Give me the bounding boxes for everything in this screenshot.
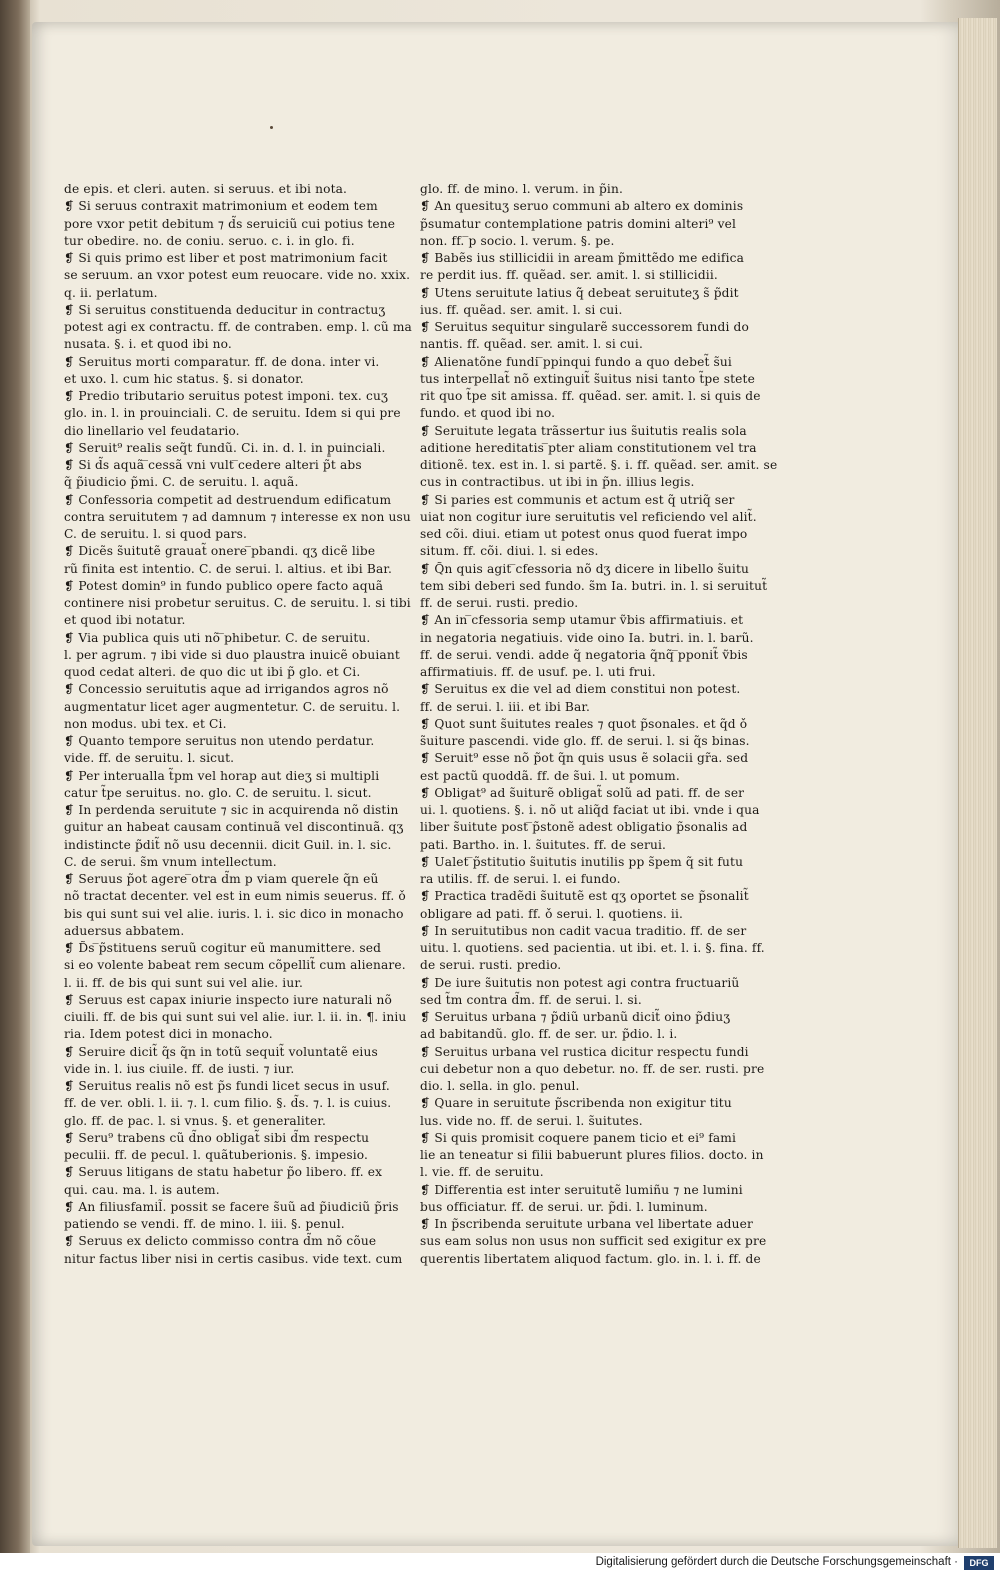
text-line: ❡ Si seruus contraxit matrimonium et eodem tem xyxy=(64,199,378,214)
text-line: ad babitandũ. glo. ff. de ser. ur. p̃dio. l. i. xyxy=(420,1027,678,1042)
text-line: ❡ Per interualla t̃pm vel horap aut dieʒ si multipli xyxy=(64,768,380,783)
text-line: ❡ Quot sunt s̃uitutes reales ⁊ quot p̃sonales. et q̃d ǒ xyxy=(420,716,748,731)
text-line: situm. ff. cõi. diui. l. si edes. xyxy=(420,544,599,559)
text-line: catur t̃pe seruitus. no. glo. C. de seruitu. l. sicut. xyxy=(64,785,372,800)
right-text-column xyxy=(420,181,778,1268)
text-line: ❡ An filiusfamil̃. possit se facere s̃uũ ad p̃iudiciũ p̃ris xyxy=(64,1199,399,1214)
text-line: l. vie. ff. de seruitu. xyxy=(420,1165,544,1180)
text-line: non modus. ubi tex. et Ci. xyxy=(64,716,227,731)
text-line: ❡ Confessoria competit ad destruendum edificatum xyxy=(64,492,392,507)
funding-credit: Digitalisierung gefördert durch die Deutsche Forschungsgemeinschaft · xyxy=(595,1556,958,1568)
text-line: sed t̃m contra d̃m. ff. de serui. l. si. xyxy=(420,992,642,1007)
text-line: obligare ad pati. ff. ǒ serui. l. quotiens. ii. xyxy=(420,906,684,921)
text-line: continere nisi probetur seruitus. C. de seruitu. l. si tibi xyxy=(64,596,411,610)
text-line: dio. l. sella. in glo. penul. xyxy=(420,1079,580,1093)
text-line: s̃uiture pascendi. vide glo. ff. de serui. l. si q̃s binas. xyxy=(420,734,750,748)
text-line: patiendo se vendi. ff. de mino. l. iii. §. penul. xyxy=(64,1217,345,1231)
dfg-logo: DFG xyxy=(964,1556,994,1570)
ink-speck xyxy=(270,126,273,129)
text-line: bis qui sunt sui vel alie. iuris. l. i. sic dico in monacho xyxy=(64,906,404,921)
text-line: querentis libertatem aliquod factum. glo. in. l. i. ff. de xyxy=(420,1251,761,1266)
text-line: ❡ In seruitutibus non cadit vacua traditio. ff. de ser xyxy=(420,923,747,938)
text-line: C. de seruitu. l. si quod pars. xyxy=(64,527,248,541)
text-line: ❡ Si d̃s aquã ̅cessã vni vult ̅cedere alteri p̃t abs xyxy=(64,458,362,472)
text-line: aditione hereditatis ̅pter aliam constitutionem vel tra xyxy=(420,440,757,455)
text-line: ditionẽ. tex. est in. l. si partẽ. §. i. ff. quẽad. ser. amit. se xyxy=(420,458,778,472)
digitization-footer xyxy=(0,1553,1000,1574)
text-line: se seruum. an vxor potest eum reuocare. vide no. xxix. xyxy=(64,268,411,283)
text-line: peculii. ff. de pecul. l. quãtuberionis. §. impesio. xyxy=(64,1148,369,1162)
text-line: ❡ Seruitus morti comparatur. ff. de dona. inter vi. xyxy=(64,354,380,369)
text-line: de epis. et cleri. auten. si seruus. et ibi nota. xyxy=(64,182,348,196)
text-line: ff. de ver. obli. l. ii. ⁊. l. cum filio. §. d̃s. ⁊. l. is cuius. xyxy=(64,1096,392,1111)
text-line: tem sibi deberi sed fundo. s̃m Ia. butri. in. l. si seruitut̃ xyxy=(420,578,768,593)
text-line: q̃ p̃iudicio p̃mi. C. de seruitu. l. aquã. xyxy=(64,475,299,490)
text-line: ❡ Quanto tempore seruitus non utendo perdatur. xyxy=(64,734,375,748)
text-line: ❡ Predio tributario seruitus potest imponi. tex. cuʒ xyxy=(64,389,388,403)
text-line: dio linellario vel feudatario. xyxy=(64,423,240,438)
text-line: ❡ Concessio seruitutis aque ad irrigandos agros nõ xyxy=(64,682,389,697)
text-line: potest agi ex contractu. ff. de contraben. emp. l. cũ ma xyxy=(64,320,412,334)
text-line: nantis. ff. quẽad. ser. amit. l. si cui. xyxy=(420,337,643,352)
text-line: ❡ In perdenda seruitute ⁊ sic in acquirenda nõ distin xyxy=(64,803,399,817)
text-line: ff. de serui. vendi. adde q̃ negatoria q̃nq̃ ̅pponit̃ ṽbis xyxy=(420,647,748,662)
text-line: tur obedire. no. de coniu. seruo. c. i. in glo. fi. xyxy=(64,233,355,248)
text-line: lus. vide no. ff. de serui. l. s̃uitutes. xyxy=(420,1113,643,1128)
text-line: ❡ Seruitus urbana vel rustica dicitur respectu fundi xyxy=(420,1044,749,1059)
text-line: glo. ff. de mino. l. verum. in p̃in. xyxy=(420,182,623,196)
text-line: sus eam solus non usus non sufficit sed exigitur ex pre xyxy=(420,1234,767,1249)
text-line: nõ tractat decenter. vel est in eum nimis seuerus. ff. ǒ xyxy=(64,889,406,904)
text-line: ❡ Seruire dicit̃ q̃s q̃n in totũ sequit̃ voluntatẽ eius xyxy=(64,1044,378,1059)
text-line: quod cedat alteri. de quo dic ut ibi p̃ glo. et Ci. xyxy=(64,665,361,679)
text-line: pati. Bartho. in. l. s̃uitutes. ff. de serui. xyxy=(420,837,667,852)
text-line: ❡ An in ̅cfessoria semp utamur ṽbis affirmatiuis. et xyxy=(420,613,744,628)
text-line: glo. ff. de pac. l. si vnus. §. et generaliter. xyxy=(64,1113,327,1128)
text-line: p̃sumatur contemplatione patris domini alteri⁹ vel xyxy=(420,216,737,231)
text-line: ❡ De iure s̃uitutis non potest agi contra fructuariũ xyxy=(420,975,740,990)
text-line: indistincte p̃dit̃ nõ usu decennii. dicit Guil. in. l. sic. xyxy=(64,837,392,852)
text-line: de serui. rusti. predio. xyxy=(420,958,562,973)
text-line: ❡ Differentia est inter seruitutẽ lumiñu ⁊ ne lumini xyxy=(420,1182,743,1197)
text-line: ❡ Seruit⁹ realis seq̃t fundũ. Ci. in. d. l. in p̱uinciali. xyxy=(64,440,386,455)
text-line: nitur factus liber nisi in certis casibus. vide text. cum xyxy=(64,1251,403,1266)
text-line: ❡ Seruitus urbana ⁊ p̃diũ urbanũ dicit̃ oino p̃diuʒ xyxy=(420,1010,731,1024)
text-line: uiat non cogitur iure seruitutis vel reficiendo vel alit̃. xyxy=(420,509,757,524)
text-line: ❡ Utens seruitute latius q̃̃ debeat seruituteʒ s̃ p̃dit xyxy=(420,285,739,300)
text-line: cui debetur non a quo debetur. no. ff. de ser. rusti. pre xyxy=(420,1061,765,1076)
text-line: tus interpellat̃ nõ extinguit̃ s̃uitus nisi tanto t̃pe stete xyxy=(420,371,755,386)
text-line: rũ finita est intentio. C. de serui. l. altius. et ibi Bar. xyxy=(64,561,393,576)
text-line: nusata. §. i. et quod ibi no. xyxy=(64,337,232,352)
left-text-column xyxy=(64,181,412,1268)
text-line: ❡ Seruus p̃ot agere ̅otra d̃m p viam querele q̃n eũ xyxy=(64,872,379,886)
text-line: ciuili. ff. de bis qui sunt sui vel alie. iur. l. ii. in. ¶. iniu xyxy=(64,1010,407,1024)
text-line: l. per agrum. ⁊ ibi vide si duo plaustra inuicẽ obuiant xyxy=(64,647,400,662)
text-line: affirmatiuis. ff. de usuf. pe. l. uti frui. xyxy=(420,665,656,679)
text-line: ius. ff. quẽad. ser. amit. l. si cui. xyxy=(420,302,623,317)
text-line: ❡ Alienatõne fundi ̅ppinqui fundo a quo debet̃ s̃ui xyxy=(420,354,732,369)
text-line: glo. in. l. in prouinciali. C. de seruitu. Idem si qui pre xyxy=(64,406,401,421)
text-line: augmentatur licet ager augmentetur. C. de seruitu. l. xyxy=(64,699,401,714)
text-line: ❡ Practica tradẽdi s̃uitutẽ est qʒ oportet se p̃sonalit̃ xyxy=(420,889,749,904)
text-line: lie an teneatur si filii babuerunt plures filios. docto. in xyxy=(420,1148,764,1162)
text-line: fundo. et quod ibi no. xyxy=(420,406,556,421)
text-line: et quod ibi notatur. xyxy=(64,613,186,628)
text-line: ❡ Seruit⁹ esse nõ p̃ot q̃n quis usus ẽ solacii gr̃a. sed xyxy=(420,751,749,766)
text-line: ❡ Seruitus realis nõ est p̃s fundi licet secus in usuf. xyxy=(64,1079,390,1093)
text-line: ff. de serui. l. iii. et ibi Bar. xyxy=(420,699,591,714)
text-line: cus in contractibus. ut ibi in p̃n. illius legis. xyxy=(420,475,695,490)
book-spine xyxy=(0,0,30,1574)
text-line: est pactũ quoddã. ff. de s̃ui. l. ut pomum. xyxy=(420,768,680,783)
text-line: liber s̃uitute post ̅p̃stonẽ adest obligatio p̃sonalis ad xyxy=(420,820,748,835)
text-line: ❡ Si paries est communis et actum est q̃ utriq̃ ser xyxy=(420,492,735,507)
text-line: ❡ In p̃scribenda seruitute urbana vel libertate aduer xyxy=(420,1217,753,1231)
text-line: ff. de serui. rusti. predio. xyxy=(420,596,579,610)
text-line: ❡ Q̃n quis agit ̅cfessoria nõ dʒ dicere in libello s̃uitu xyxy=(420,561,750,576)
text-line: C. de serui. s̃m vnum intellectum. xyxy=(64,854,277,869)
text-line: ❡ Si seruitus constituenda deducitur in contractuʒ xyxy=(64,302,386,317)
text-line: vide in. l. ius ciuile. ff. de iusti. ⁊ iur. xyxy=(64,1061,295,1076)
text-line: ❡ Seruus litigans de statu habetur p̃o libero. ff. ex xyxy=(64,1165,383,1180)
page-fore-edge xyxy=(958,18,997,1548)
text-line: sed cõi. diui. etiam ut potest onus quod fuerat impo xyxy=(420,527,748,541)
text-line: ❡ Si quis primo est liber et post matrimonium facit xyxy=(64,251,388,265)
text-line: q. ii. perlatum. xyxy=(64,285,158,300)
text-line: contra seruitutem ⁊ ad damnum ⁊ interesse ex non usu xyxy=(64,509,411,524)
text-line: ❡ Babẽs ius stillicidii in aream p̃mittẽdo me edifica xyxy=(420,251,745,265)
text-line: ❡ Potest domin⁹ in fundo publico opere facto aquã xyxy=(64,578,384,593)
text-line: si eo volente babeat rem secum cõpellit̃ cum alienare. xyxy=(64,958,406,973)
text-line: aduersus abbatem. xyxy=(64,923,185,938)
text-line: et uxo. l. cum hic status. §. si donator. xyxy=(64,371,304,386)
text-line: ❡ Via publica quis uti nõ ̅phibetur. C. de seruitu. xyxy=(64,630,371,645)
text-line: ❡ Seruitus ex die vel ad diem constitui non potest. xyxy=(420,682,741,697)
text-line: pore vxor petit debitum ⁊ d̃s seruiciũ cui potius tene xyxy=(64,216,396,231)
text-line: guitur an habeat causam continuã vel discontinuã. qʒ xyxy=(64,820,404,835)
text-line: ❡ Seru⁹ trabens cũ d̃no obligat̃ sibi d̃m respectu xyxy=(64,1130,370,1145)
text-line: ❡ Seruus ex delicto commisso contra d̃m nõ cõue xyxy=(64,1234,377,1249)
text-line: ❡ Seruitute legata trãssertur ius s̃uitutis realis sola xyxy=(420,423,747,438)
text-line: rit quo t̃pe sit amissa. ff. quẽad. ser. amit. l. si quis de xyxy=(420,389,761,403)
text-line: ra utilis. ff. de serui. l. ei fundo. xyxy=(420,872,621,886)
text-line: ❡ Seruus est capax iniurie inspecto iure naturali nõ xyxy=(64,992,392,1007)
text-line: ❡ Seruitus sequitur singularẽ successorem fundi do xyxy=(420,320,749,334)
text-line: ❡ Obligat⁹ ad s̃uiturẽ obligat̃ solũ ad pati. ff. de ser xyxy=(420,785,745,800)
text-line: vide. ff. de seruitu. l. sicut. xyxy=(64,751,235,766)
text-line: ❡ Dicẽs s̃uitutẽ grauat̃ onere ̅pbandi. qʒ dicẽ libe xyxy=(64,544,376,559)
text-line: uitu. l. quotiens. sed pacientia. ut ibi. et. l. i. §. fina. ff. xyxy=(420,941,765,955)
text-line: ❡ An quesituʒ seruo communi ab altero ex dominis xyxy=(420,199,744,214)
text-line: ui. l. quotiens. §. i. nõ ut aliq̃d faciat ut ibi. vnde i qua xyxy=(420,803,760,817)
text-line: l. ii. ff. de bis qui sunt sui vel alie. iur. xyxy=(64,975,304,990)
text-line: non. ff. ̅p socio. l. verum. §. pe. xyxy=(420,233,615,248)
text-line: in negatoria negatiuis. vide oino Ia. butri. in. l. barũ. xyxy=(420,630,754,645)
text-line: ❡ D̃s ̅p̃stituens seruũ cogitur eũ manumittere. sed xyxy=(64,941,382,955)
text-line: ❡ Si quis promisit coquere panem ticio et ei⁹ fami xyxy=(420,1130,737,1145)
text-line: bus officiatur. ff. de serui. ur. p̃di. l. luminum. xyxy=(420,1199,708,1214)
text-line: ria. Idem potest dici in monacho. xyxy=(64,1027,273,1042)
text-line: ❡ Ualet ̅p̃stitutio s̃uitutis inutilis pp s̃pem q̃ sit futu xyxy=(420,854,744,869)
text-line: re perdit ius. ff. quẽad. ser. amit. l. si stillicidii. xyxy=(420,268,718,283)
text-line: qui. cau. ma. l. is autem. xyxy=(64,1182,220,1197)
text-line: ❡ Quare in seruitute p̃scribenda non exigitur titu xyxy=(420,1096,732,1111)
